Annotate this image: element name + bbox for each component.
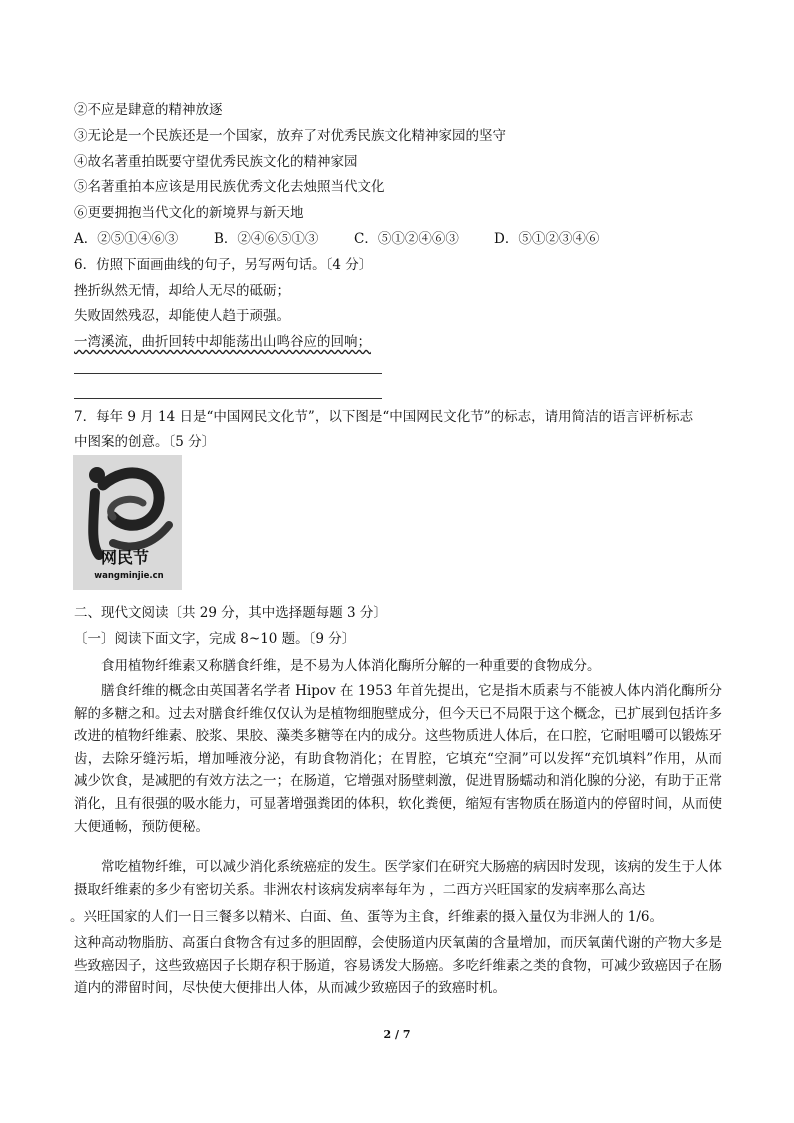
netizen-festival-logo [73, 455, 182, 590]
question-6-prompt: 6．仿照下面画曲线的句子，另写两句话。〔4 分〕 [74, 257, 373, 273]
option-line: ⑤名著重拍本应该是用民族优秀文化去烛照当代文化 [74, 179, 385, 195]
option-line: ⑥更要拥抱当代文化的新境界与新天地 [74, 205, 304, 221]
passage-paragraph-3c: 这种高动物脂肪、高蛋白食物含有过多的胆固醇，会使肠道内厌氧菌的含量增加，而厌氧菌代谢的产物大多是些致癌因子，这些致癌因子长期存积于肠道，容易诱发大肠癌。多吃纤维素之类的食物，可减少致癌因子在肠道内的滞留时间，尽快使大便排出人体，从而减少致癌因子的致癌时机。 [74, 935, 722, 997]
passage-paragraph-3b: 。兴旺国家的人们一日三餐多以精米、白面、鱼、蛋等为主食，纤维素的摄入量仅为非洲人的 1/6。 [70, 909, 664, 925]
passage-paragraph-3: 常吃植物纤维，可以减少消化系统癌症的发生。医学家们在研究大肠癌的病因时发现，该病的发生于人体摄取纤维素的多少有密切关系。非洲农村该病发病率每年为 ，二西方兴旺国家的发病率那么高达 [74, 859, 722, 898]
netizen-festival-logo-graphic [73, 455, 182, 590]
section-2-subtitle: 〔一〕阅读下面文字，完成 8~10 题。〔9 分〕 [74, 631, 356, 647]
section-2-title: 二、现代文阅读〔共 29 分，其中选择题每题 3 分〕 [74, 605, 387, 621]
logo-title: 网民节 [100, 548, 150, 567]
logo-url: wangminjie.cn [94, 571, 164, 581]
page-number: 2 / 7 [383, 1028, 411, 1041]
choice-b: B．②④⑥⑤①③ [214, 231, 319, 247]
option-line: ④故名著重拍既要守望优秀民族文化的精神家园 [74, 154, 358, 170]
question-7-line-2: 中图案的创意。〔5 分〕 [74, 434, 216, 450]
option-line: ②不应是肆意的精神放逐 [74, 102, 223, 118]
question-7-line-1: 7．每年 9 月 14 日是“中国网民文化节”，以下图是“中国网民文化节”的标志，请用简洁的语言评析标志 [74, 409, 694, 425]
choice-a: A．②⑤①④⑥③ [74, 231, 179, 247]
q6-example-line-1: 挫折纵然无情，却给人无尽的砥砺； [74, 283, 290, 299]
answer-blank-line-1[interactable] [74, 373, 382, 374]
choice-d: D．⑤①②③④⑥ [494, 231, 600, 247]
passage-paragraph-2: 膳食纤维的概念由英国著名学者 Hipov 在 1953 年首先提出，它是指木质素与不能被人体内消化酶所分解的多糖之和。过去对膳食纤维仅仅认为是植物细胞壁成分，但今天已不局限于这个概念，已扩展到包括许多改进的植物纤维素、胶浆、果胶、藻类多糖等在内的成分。这些物质进人体后，在口腔，它耐咀嚼可以锻炼牙齿，去除牙缝污垢，增加唾液分泌，有助食物消化；在胃腔，它填充“空洞”可以发挥“充饥填料”作用，从而减少饮食，是减肥的有效方法之一；在肠道，它增强对肠壁刺激，促进胃肠蠕动和消化腺的分泌，有助于正常消化，且有很强的吸水能力，可显著增强粪团的体积，软化粪便，缩短有害物质在肠道内的停留时间，从而使大便通畅，预防便秘。 [74, 683, 722, 835]
q6-example-line-2: 失败固然残忍，却能使人趋于顽强。 [74, 308, 290, 324]
choice-c: C．⑤①②④⑥③ [354, 231, 459, 247]
passage-paragraph-1: 食用植物纤维素又称膳食纤维，是不易为人体消化酶所分解的一种重要的食物成分。 [101, 658, 601, 674]
answer-blank-line-2[interactable] [74, 398, 382, 399]
option-line: ③无论是一个民族还是一个国家，放弃了对优秀民族文化精神家园的坚守 [74, 128, 506, 144]
q6-underlined-sentence: 一湾溪流，曲折回转中却能荡出山鸣谷应的回响； [74, 334, 371, 350]
